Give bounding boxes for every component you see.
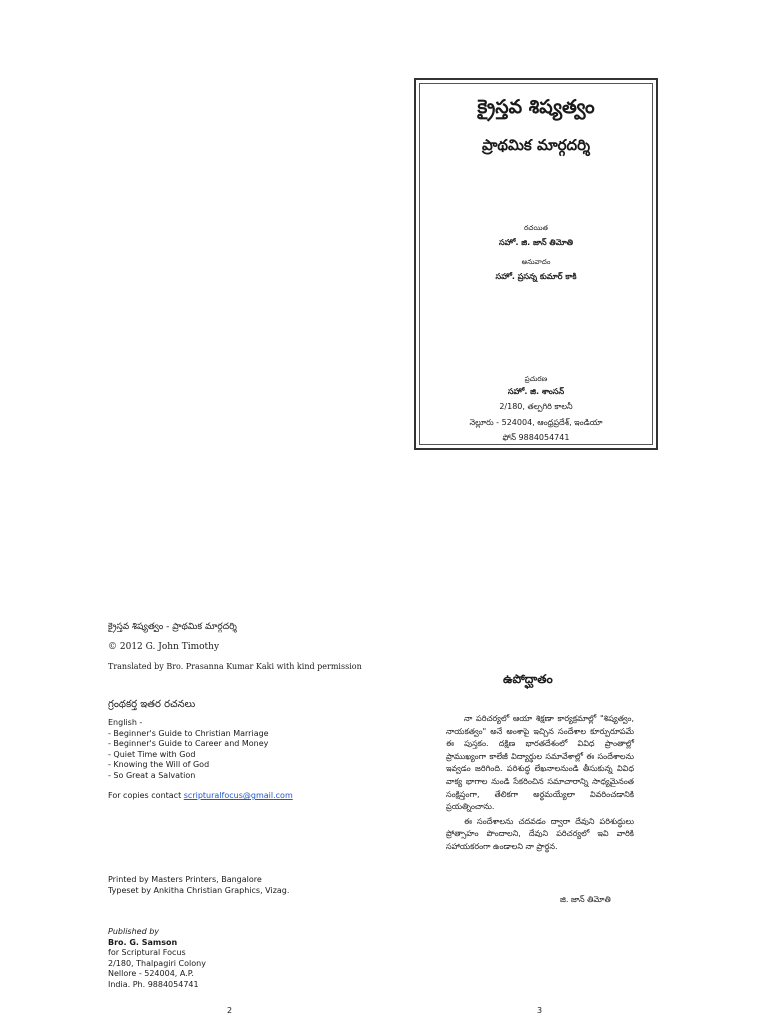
published-by-label: Published by — [108, 927, 160, 936]
publisher-line: 2/180, Thalpagiri Colony — [108, 958, 206, 968]
translation-credit: Translated by Bro. Prasanna Kumar Kaki with kind permission — [108, 662, 362, 671]
list-item: - Beginner's Guide to Christian Marriage — [108, 728, 269, 738]
author-label: రచయిత — [524, 224, 548, 232]
colophon-book-title: క్రైస్తవ శిష్యత్వం - ప్రాథమిక మార్గదర్శి — [108, 622, 237, 632]
other-works-heading: గ్రంథకర్త ఇతర రచనలు — [108, 699, 196, 710]
copies-label: For copies contact — [108, 791, 182, 800]
preface-body — [446, 713, 634, 854]
list-item: English - — [108, 718, 143, 727]
publisher-line: for Scriptural Focus — [108, 948, 186, 958]
preface-paragraph: ఈ సందేశాలను చదవడం ద్వారా దేవుని పరిశుద్ధులు ప్రోత్సాహం పొందాలని, దేవుని పరిచర్యలో ఇవి వారికి సహాయకరంగా ఉండాలని నా ప్రార్థన. — [446, 816, 634, 851]
book-subtitle: ప్రాథమిక మార్గదర్శి — [481, 136, 591, 154]
title-page-inner-border — [419, 83, 653, 445]
list-item: - Knowing the Will of God — [108, 760, 210, 770]
author-name: సహో. జి. జాన్ తిమోతి — [499, 238, 573, 247]
printing-credits — [108, 874, 289, 896]
publisher-address-line1: 2/180, తల్పగిరి కాలనీ — [499, 402, 573, 411]
preface-heading: ఉపోద్ఘాతం — [503, 672, 553, 686]
publisher-line: Nellore - 524004, A.P. — [108, 969, 194, 979]
page-number-left: 2 — [227, 1006, 233, 1015]
publisher-name: సహో. జి. శాంసన్ — [507, 387, 565, 396]
copyright-notice: © 2012 G. John Timothy — [108, 642, 220, 652]
preface-paragraph: నా పరిచర్యలో ఆయా శిక్షణా కార్యక్రమాల్లో "శిష్యత్వం, నాయకత్వం" అనే అంశాపై ఇచ్చిన సందేశాల కూర్పురూపమే ఈ పుస్తకం. దక్షిణ భారతదేశంలో వివిధ ప్రాంతాల్లో ప్రాముఖ్యంగా కాలేజీ విద్యార్థుల సమావేశాల్లో ఈ సందేశాలను ఇవ్వడం జరిగింది. పరిశుద్ధ లేఖనాలనుండి తీసుకున్న వివిధ వాక్య భాగాల నుండి సేకరించిన సమాచారాన్ని సాధ్యమైనంత సంక్షిప్తంగా, తేలికగా అర్థమయ్యేలా వివరించడానికి ప్రయత్నించాను. — [446, 714, 634, 812]
list-item: - Beginner's Guide to Career and Money — [108, 739, 269, 749]
publisher-line: India. Ph. 9884054741 — [108, 979, 199, 989]
copies-contact — [108, 791, 293, 800]
publisher-address-line2: నెల్లూరు - 524004, ఆంధ్రప్రదేశ్, ఇండియా — [469, 418, 603, 427]
publisher-block — [108, 927, 206, 991]
translator-label: అనువాదం — [521, 258, 551, 266]
title-page-box — [414, 78, 658, 450]
list-item: - So Great a Salvation — [108, 770, 196, 780]
publisher-label: ప్రచురణ — [524, 375, 548, 383]
page-number-right: 3 — [537, 1006, 543, 1015]
list-item: - Quiet Time with God — [108, 749, 196, 759]
printer-credit: Printed by Masters Printers, Bangalore — [108, 875, 262, 884]
translator-name: సహో. ప్రసన్న కుమార్ కాకి — [495, 272, 577, 281]
preface-signature: జి. జాన్ తిమోతి — [560, 895, 611, 904]
typesetter-credit: Typeset by Ankitha Christian Graphics, Vizag. — [108, 886, 290, 895]
publisher-phone: ఫోన్ 9884054741 — [502, 433, 570, 442]
book-title: క్రైస్తవ శిష్యత్వం — [477, 96, 595, 118]
other-works-list — [108, 718, 269, 782]
publisher-name-english: Bro. G. Samson — [108, 937, 178, 947]
email-link[interactable]: scripturalfocus@gmail.com — [183, 791, 293, 800]
